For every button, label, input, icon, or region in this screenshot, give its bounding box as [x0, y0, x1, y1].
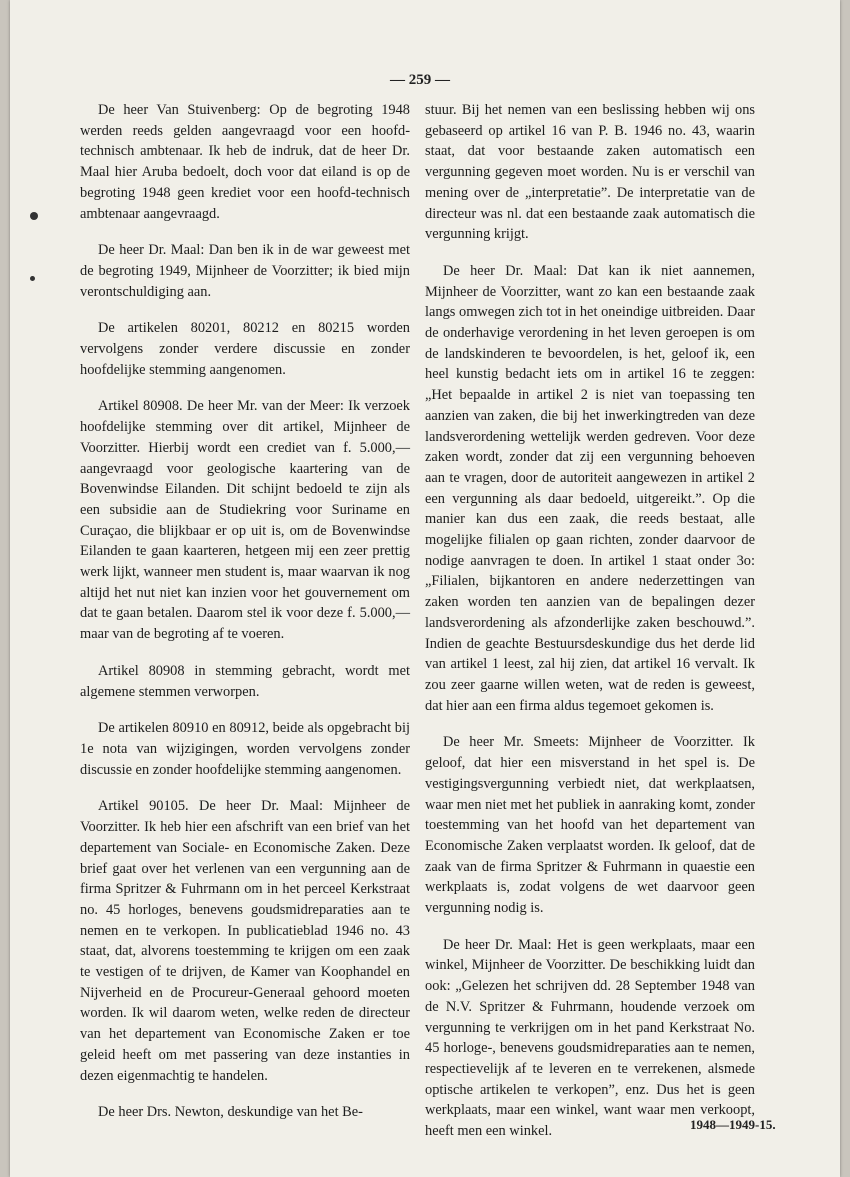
margin-dot [30, 276, 35, 281]
paragraph: De heer Drs. Newton, deskundige van het Be- [98, 1104, 363, 1121]
paragraph: Artikel 80908. De heer Mr. van der Meer: Ik verzoek hoofdelijke stemming over dit artikel, Mijnheer de Voorzitter. Hierbij wordt een crediet van f. 5.000,— aangevraagd voor geologische kaartering van de Bovenwindse Eilanden. Dit schijnt bedoeld te zijn als een subsidie aan de Studiekring voor Suriname en Curaçao, die blijkbaar er op uit is, om de Bovenwindse Eilanden te gaan kaarteren, hetgeen mij een zeer prettig werk lijkt, wanneer men student is, maar waarvan ik nog altijd het nut niet kan inzien voor het gouvernement om dat te gaan betalen. Daarom stel ik voor deze f. 5.000,— maar van de begroting af te voeren. [80, 398, 410, 643]
right-column [425, 100, 755, 1158]
paragraph: De heer Mr. Smeets: Mijnheer de Voorzitter. Ik geloof, dat hier een misverstand in het spel is. De vestigingsvergunning verbiedt niet, dat werkplaatsen, waar men niet met het publiek in aanraking komt, zonder toestemming van het hoofd van het departement van Economische Zaken verplaatst worden. Ik geloof, dat de zaak van de firma Spritzer & Fuhrmann in quaestie een werkplaats is, zodat volgens de wet daarvoor geen vergunning nodig is. [425, 734, 755, 917]
paragraph: De heer Dr. Maal: Het is geen werkplaats, maar een winkel, Mijnheer de Voorzitter. De beschikking luidt dan ook: „Gelezen het schrijven dd. 28 September 1948 van de N.V. Spritzer & Fuhrmann, houdende verzoek om vergunning te verkrijgen om in het pand Kerkstraat No. 45 horloge-, benevens goudsmidreparaties aan te nemen, respectievelijk af te leveren en te verrekenen, alsmede optische artikelen te verkopen”, enz. Dus het is geen werkplaats, maar een winkel, want waar men verkoopt, heeft men een winkel. [425, 936, 755, 1140]
left-column [80, 100, 410, 1139]
paragraph: De artikelen 80201, 80212 en 80215 worden vervolgens zonder verdere discussie en zonder hoofdelijke stemming aangenomen. [80, 320, 410, 378]
page-number: — 259 — [390, 72, 450, 88]
paragraph: Artikel 80908 in stemming gebracht, wordt met algemene stemmen verworpen. [80, 662, 410, 700]
paragraph: De artikelen 80910 en 80912, beide als opgebracht bij 1e nota van wijzigingen, worden vervolgens zonder discussie en zonder hoofdelijke stemming aangenomen. [80, 720, 410, 778]
document-page [10, 0, 840, 1177]
paragraph: stuur. Bij het nemen van een beslissing hebben wij ons gebaseerd op artikel 16 van P. B. 1946 no. 43, waarin staat, dat voor bestaande zaken automatisch een vergunning gegeven moet worden. Nu is er verschil van mening over de „interpretatie”. De interpretatie van de directeur was nl. dat een bestaande zaak automatisch die vergunning krijgt. [425, 102, 755, 243]
footer-reference: 1948—1949-15. [690, 1117, 776, 1132]
margin-dot [30, 212, 38, 220]
paragraph: De heer Dr. Maal: Dat kan ik niet aannemen, Mijnheer de Voorzitter, want zo kan een bestaande zaak langs omwegen zich tot in het oneindige uitbreiden. Daar de onderhavige verordening in het leven geroepen is om de landskinderen te bevoordelen, is het, geloof ik, een heel kunstig bedacht iets om in artikel 16 te zeggen: „Het bepaalde in artikel 2 is niet van toepassing ten aanzien van zaken, die bij het inwerkingtreden van deze landsverordening wettelijk werden gedreven. Voor deze zaken wordt, zonder dat zij een vergunning behoeven aan te vragen, door de autoriteit aangewezen in artikel 2 een vergunning als daar bedoeld, uitgereikt.”. Op die manier kan dus een zaak, die reeds bestaat, alle mogelijke filialen op gaan richten, zonder daarvoor de nodige aanvragen te doen. In artikel 1 staat onder 3o: „Filialen, bijkantoren en andere nederzettingen van zaken worden ten aanzien van de bepalingen dezer landsverordening als afzonderlijke zaken beschouwd.”. Indien de geachte Bestuursdeskundige dus het derde lid van artikel 1 leest, zal hij zien, dat artikel 16 vervalt. Ik zou zeer gaarne willen weten, wat de reden is geweest, dat hier aan een firma aldus tegemoet gekomen is. [425, 262, 755, 714]
paragraph: Artikel 90105. De heer Dr. Maal: Mijnheer de Voorzitter. Ik heb hier een afschrift van een brief van het departement van Sociale- en Economische Zaken. Deze brief gaat over het verlenen van een vergunning aan de firma Spritzer & Fuhrmann om in het perceel Kerkstraat no. 45 horloges, benevens goudsmidreparaties aan te nemen en te verkopen. In publicatieblad 1946 no. 43 staat, dat, alvorens toestemming te krijgen om een zaak te vestigen of te drijven, de Kamer van Koophandel en Nijverheid en de Procureur-Generaal gehoord moeten worden. Ik wil daarom weten, welke reden de directeur van het departement van Economische Zaken er toe geleid heeft om met passering van deze instanties in dezen eigenmachtig te handelen. [80, 798, 410, 1084]
paragraph: De heer Van Stuivenberg: Op de begroting 1948 werden reeds gelden aangevraagd voor een hoofd-technisch ambtenaar. Ik heb de indruk, dat de heer Dr. Maal hier Aruba bedoelt, doch voor dat eiland is op de begroting 1948 geen krediet voor een hoofd-technisch ambtenaar aangevraagd. [80, 102, 410, 222]
paragraph: De heer Dr. Maal: Dan ben ik in de war geweest met de begroting 1949, Mijnheer de Voorzitter; ik bied mijn verontschuldiging aan. [80, 242, 410, 300]
